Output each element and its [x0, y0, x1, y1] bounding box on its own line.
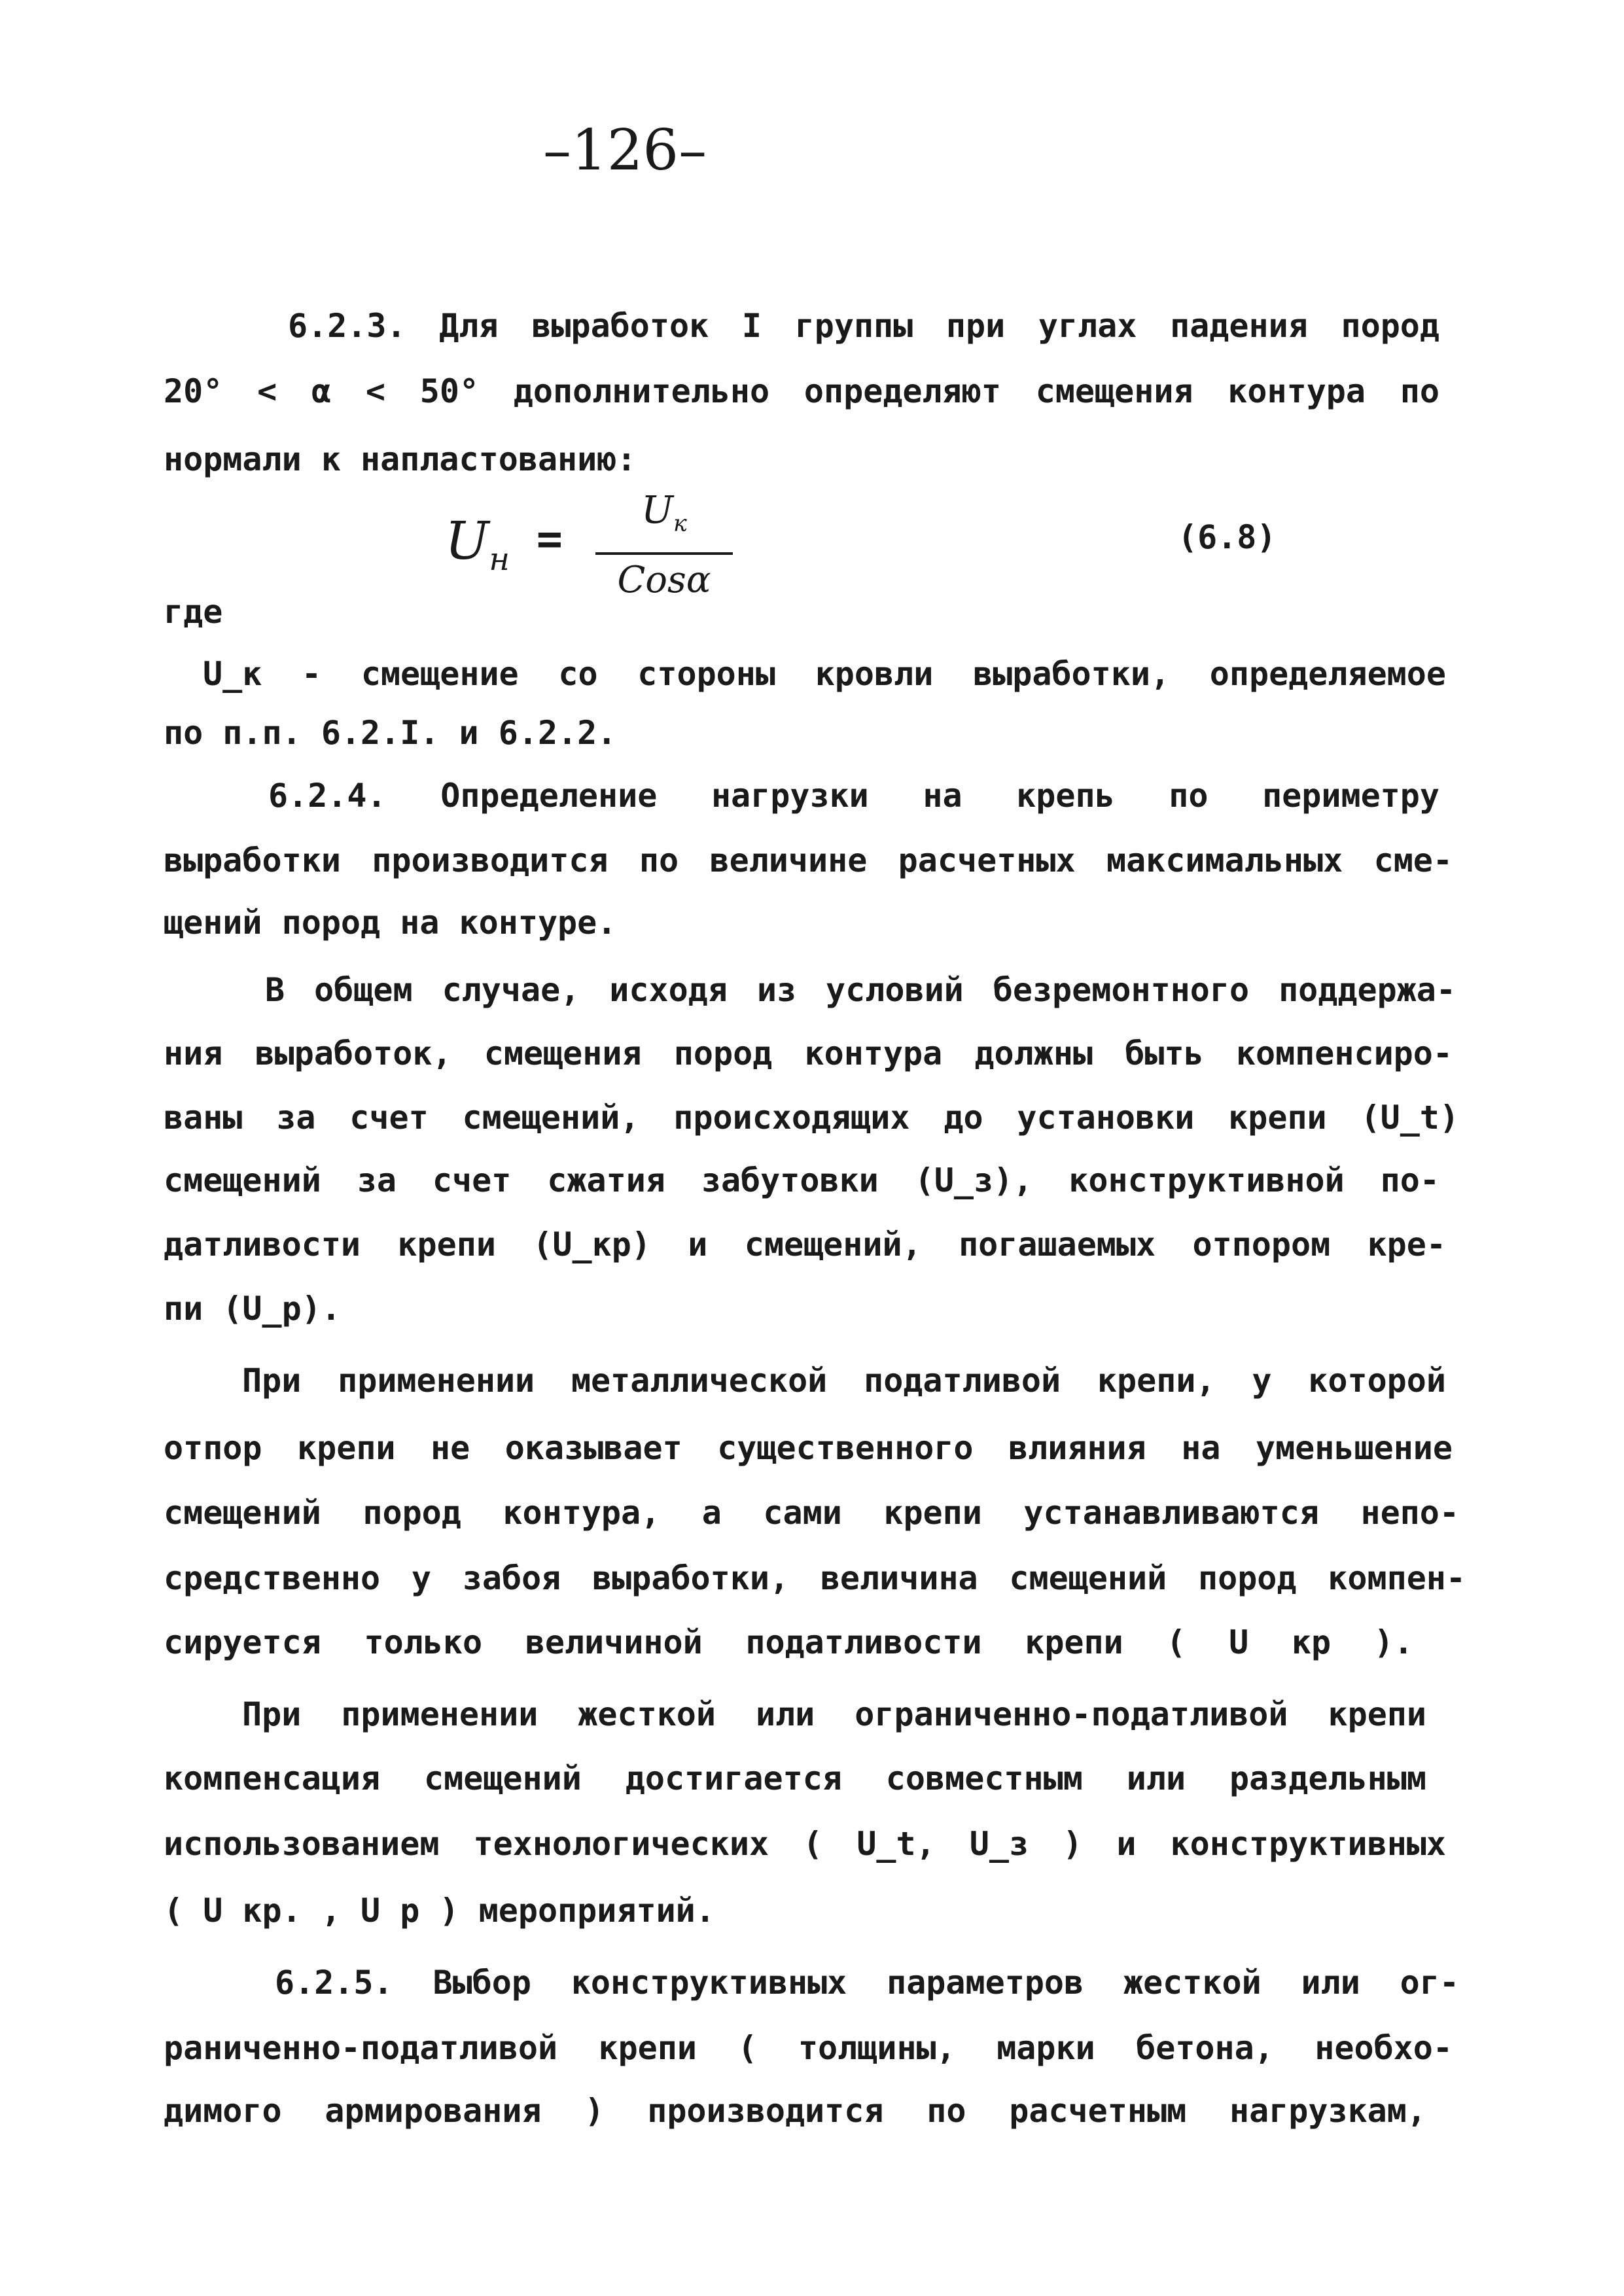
- fraction-bar: [595, 552, 733, 555]
- text-line-17: отпор крепи не оказывает существенного влияния на уменьшение: [164, 1429, 1453, 1467]
- formula-6-8: [445, 484, 772, 601]
- text-line-8: выработки производится по величине расчетных максимальных сме-: [164, 841, 1453, 879]
- text-line-18: смещений пород контура, а сами крепи устанавливаются непо-: [164, 1494, 1459, 1532]
- text-line-12: ваны за счет смещений, происходящих до установки крепи (U_t): [164, 1099, 1459, 1137]
- formula-numerator: $U_к$: [641, 487, 687, 537]
- text-line-9: щений пород на контуре.: [164, 904, 617, 942]
- text-line-1: 6.2.3. Для выработок I группы при углах падения пород: [288, 307, 1439, 345]
- text-line-10: В общем случае, исходя из условий безремонтного поддержа-: [265, 971, 1456, 1009]
- text-line-13: смещений за счет сжатия забутовки (U_з), конструктивной по-: [164, 1161, 1439, 1199]
- formula-fraction: [595, 484, 733, 603]
- text-line-26: раниченно-податливой крепи ( толщины, марки бетона, необхо-: [164, 2029, 1453, 2067]
- text-line-21: При применении жесткой или ограниченно-податливой крепи: [242, 1695, 1426, 1733]
- text-line-24: ( U кр. , U р ) мероприятий.: [164, 1892, 715, 1930]
- text-line-19: средственно у забоя выработки, величина смещений пород компен-: [164, 1559, 1466, 1597]
- formula-lhs: $U_н$: [445, 510, 510, 578]
- text-line-16: При применении металлической податливой крепи, у которой: [242, 1362, 1446, 1400]
- text-line-11: ния выработок, смещения пород контура должны быть компенсиро-: [164, 1034, 1453, 1072]
- text-line-where: где: [164, 593, 223, 631]
- text-line-2: 20° < α < 50° дополнительно определяют смещения контура по: [164, 372, 1439, 410]
- formula-equals: =: [537, 514, 563, 564]
- text-line-5: U_к - смещение со стороны кровли выработки, определяемое: [203, 655, 1446, 693]
- text-line-15: пи (U_р).: [164, 1290, 341, 1328]
- formula-denominator: Cosα: [617, 558, 711, 601]
- text-line-14: датливости крепи (U_кр) и смещений, погашаемых отпором кре-: [164, 1226, 1446, 1263]
- text-line-20: сируется только величиной податливости крепи ( U кр ).: [164, 1623, 1413, 1661]
- page-number: –126–: [543, 118, 707, 183]
- text-line-23: использованием технологических ( U_t, U_з ) и конструктивных: [164, 1825, 1446, 1863]
- text-line-3: нормали к напластованию:: [164, 440, 637, 478]
- text-line-27: димого армирования ) производится по расчетным нагрузкам,: [164, 2092, 1426, 2130]
- text-line-22: компенсация смещений достигается совместным или раздельным: [164, 1759, 1426, 1797]
- text-line-6: по п.п. 6.2.I. и 6.2.2.: [164, 714, 617, 752]
- text-line-7: 6.2.4. Определение нагрузки на крепь по периметру: [268, 777, 1439, 815]
- text-line-25: 6.2.5. Выбор конструктивных параметров жесткой или ог-: [275, 1964, 1459, 2002]
- equation-number: (6.8): [1178, 518, 1277, 556]
